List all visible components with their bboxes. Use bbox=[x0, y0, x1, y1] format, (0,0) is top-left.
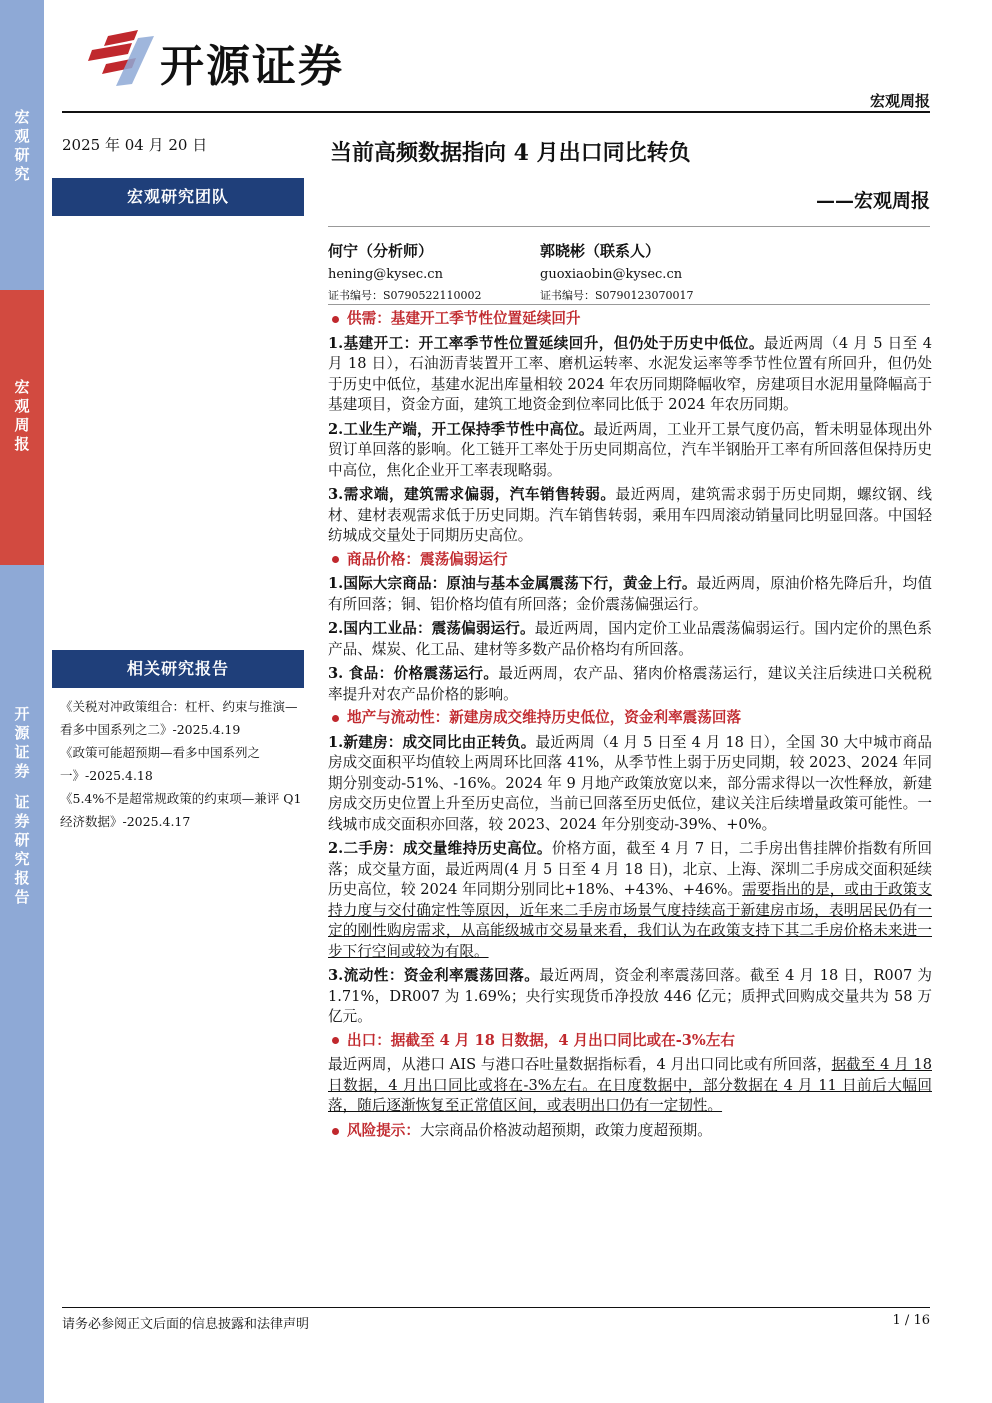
bullet-icon bbox=[332, 316, 339, 323]
paragraph-food: 3. 食品：价格震荡运行。最近两周，农产品、猪肉价格震荡运行，建议关注后续进口关税税率提升对农产品价格的影响。 bbox=[328, 665, 932, 703]
related-reports-list bbox=[60, 695, 308, 833]
strip-label-research: 宏 观 研 究 bbox=[14, 108, 30, 183]
paragraph-second-hand: 2.二手房：成交量维持历史高位。价格方面，截至 4 月 7 日，二手房出售挂牌价指数有所回落；成交量方面，最近两周(4 月 5 日至 4 月 18 日)，北京、上海、深圳二手房成交面积延续历史高位，较 2024 年同期分别同比+18%、+43%、+46%。需要指出的是，或由于政策支持力度与交付确定性等原因，近年来二手房市场景气度持续高于新建房市场，表明居民仍有一定的刚性购房需求，从高能级城市交易量来看，我们认为在政策支持下其二手房价格未来进一步下行空间或较为有限。 bbox=[328, 840, 932, 960]
paragraph-exports: 最近两周，从港口 AIS 与港口吞吐量数据指标看，4 月出口同比或有所回落，据截至 4 月 18 日数据，4 月出口同比或将在-3%左右。在日度数据中，部分数据在 4 月 11 日前后大幅回落，随后逐渐恢复至正常值区间，或表明出口仍有一定韧性。 bbox=[328, 1056, 932, 1114]
logo-text: 开源证券 bbox=[160, 41, 344, 92]
logo-mark-icon bbox=[88, 30, 154, 86]
report-title: 当前高频数据指向 4 月出口同比转负 bbox=[330, 140, 691, 166]
analyst-card bbox=[328, 240, 482, 303]
contact-email[interactable]: guoxiaobin@kysec.cn bbox=[540, 267, 683, 282]
paragraph-infrastructure: 1.基建开工：开工率季节性位置延续回升，但仍处于历史中低位。最近两周（4 月 5 日至 4 月 18 日），石油沥青装置开工率、磨机运转率、水泥发运率等季节性位置有所回升，但仍处于历史中低位，基建水泥出库量相较 2024 年农历同期降幅收窄，房建项目水泥用量降幅高于基建项目，资金方面，建筑工地资金到位率同比低于 2024 年农历同期。 bbox=[328, 334, 932, 413]
header-rule bbox=[62, 111, 930, 113]
bullet-icon bbox=[332, 1037, 339, 1044]
analyst-cert: 证书编号：S0790522110002 bbox=[328, 289, 482, 302]
report-body bbox=[328, 306, 932, 1141]
section-heading-exports: 出口：据截至 4 月 18 日数据，4 月出口同比或在-3%左右 bbox=[328, 1031, 932, 1052]
section-heading-property: 地产与流动性：新建房成交维持历史低位，资金利率震荡回落 bbox=[328, 708, 932, 729]
related-reports-box: 相关研究报告 bbox=[52, 650, 304, 688]
footer-disclaimer: 请务必参阅正文后面的信息披露和法律声明 bbox=[62, 1317, 310, 1332]
strip-label-weekly: 宏 观 周 报 bbox=[14, 378, 30, 453]
analyst-rule bbox=[328, 304, 930, 305]
team-label-box: 宏观研究团队 bbox=[52, 178, 304, 216]
strip-segment-company bbox=[0, 565, 44, 1403]
report-date: 2025 年 04 月 20 日 bbox=[62, 136, 208, 154]
strip-segment-weekly bbox=[0, 290, 44, 565]
paragraph-demand: 3.需求端，建筑需求偏弱，汽车销售转弱。最近两周，建筑需求弱于历史同期，螺纹钢、线材、建材表观需求低于历史同期。汽车销售转弱，乘用车四周滚动销量同比明显回落。中国轻纺城成交量处于同期历史高位。 bbox=[328, 486, 932, 544]
paragraph-domestic-goods: 2.国内工业品：震荡偏弱运行。最近两周，国内定价工业品震荡偏弱运行。国内定价的黑色系产品、煤炭、化工品、建材等多数产品价格均有所回落。 bbox=[328, 620, 932, 658]
strip-segment-research bbox=[0, 0, 44, 290]
related-report-item[interactable]: 《政策可能超预期—看多中国系列之一》-2025.4.18 bbox=[60, 745, 261, 783]
section-heading-prices: 商品价格：震荡偏弱运行 bbox=[328, 550, 932, 571]
contact-cert: 证书编号：S0790123070017 bbox=[540, 289, 694, 302]
report-subtitle: ——宏观周报 bbox=[815, 190, 930, 212]
contact-name: 郭晓彬（联系人） bbox=[540, 242, 661, 260]
paragraph-industrial: 2.工业生产端，开工保持季节性中高位。最近两周，工业开工景气度仍高，暂未明显体现出外贸订单回落的影响。化工链开工率处于历史同期高位，汽车半钢胎开工率有所回落但保持历史中高位，焦化企业开工率表现略弱。 bbox=[328, 420, 932, 479]
analyst-email[interactable]: hening@kysec.cn bbox=[328, 267, 443, 282]
bullet-icon bbox=[332, 715, 339, 722]
paragraph-new-homes: 1.新建房：成交同比由正转负。最近两周（4 月 5 日至 4 月 18 日），全国 30 大中城市商品房成交面积平均值较上两周环比回落 41%，从季节性上弱于历史同期，较 2023、2024 年同期分别变动-51%、-16%。2024 年 9 月地产政策放宽以来，部分需求得以一次性释放，新建房成交历史位置上升至历史高位，当前已回落至历史低位，建议关注后续增量政策可能性。一线城市成交面积亦回落，较 2023、2024 年分别变动-39%、+0%。 bbox=[328, 733, 932, 833]
related-report-item[interactable]: 《5.4%不是超常规政策的约束项—兼评 Q1 经济数据》-2025.4.17 bbox=[60, 791, 302, 829]
side-strip bbox=[0, 0, 44, 1403]
document-type: 宏观周报 bbox=[869, 92, 930, 110]
footer-rule bbox=[62, 1307, 930, 1308]
page-number: 1 / 16 bbox=[892, 1313, 930, 1328]
bullet-icon bbox=[332, 556, 339, 563]
paragraph-liquidity: 3.流动性：资金利率震荡回落。最近两周，资金利率震荡回落。截至 4 月 18 日，R007 为 1.71%，DR007 为 1.69%；央行实现货币净投放 446 亿元；质押式回购成交量共为 58 万亿元。 bbox=[328, 967, 932, 1025]
strip-label-company: 开 源 证 券 证 券 研 究 报 告 bbox=[14, 705, 30, 906]
contact-card bbox=[540, 240, 694, 303]
paragraph-commodities: 1.国际大宗商品：原油与基本金属震荡下行，黄金上行。最近两周，原油价格先降后升，均值有所回落；铜、铝价格均值有所回落；金价震荡偏强运行。 bbox=[328, 575, 932, 613]
bullet-icon bbox=[332, 1128, 339, 1135]
risk-warning: 风险提示：大宗商品价格波动超预期，政策力度超预期。 bbox=[328, 1121, 932, 1142]
title-rule bbox=[328, 226, 930, 227]
section-heading-supply-demand: 供需：基建开工季节性位置延续回升 bbox=[328, 309, 932, 330]
analyst-name: 何宁（分析师） bbox=[328, 242, 434, 260]
related-report-item[interactable]: 《关税对冲政策组合：杠杆、约束与推演—看多中国系列之二》-2025.4.19 bbox=[60, 699, 298, 737]
